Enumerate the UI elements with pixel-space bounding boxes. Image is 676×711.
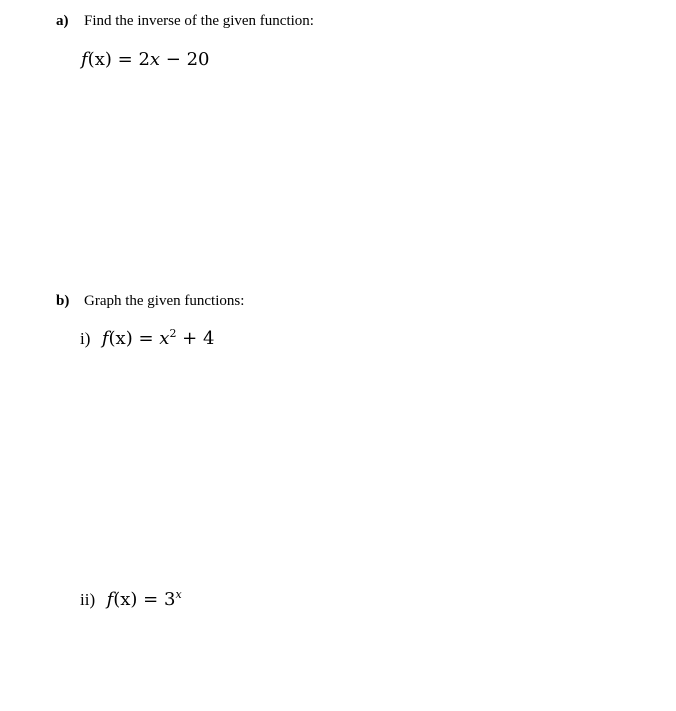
- part-i-label: i): [80, 329, 91, 348]
- part-ii-label: ii): [80, 590, 96, 609]
- question-b-prompt: Graph the given functions:: [84, 293, 245, 309]
- equals-sign: =: [143, 589, 159, 610]
- equals-sign: =: [138, 328, 154, 349]
- exponent: [175, 588, 181, 601]
- function-name: f: [106, 589, 114, 610]
- constant: 20: [186, 49, 210, 70]
- base: 3: [164, 589, 176, 610]
- operator: −: [165, 49, 181, 70]
- question-b-header: [56, 292, 244, 310]
- variable: x: [159, 328, 170, 349]
- function-name: f: [81, 49, 88, 70]
- equals-sign: =: [117, 49, 133, 70]
- exponent: 2: [169, 327, 177, 340]
- function-name: f: [101, 328, 109, 349]
- function-args: (x): [108, 328, 133, 349]
- question-b-part-ii: [80, 589, 182, 610]
- function-args: (x): [113, 589, 138, 610]
- operator: +: [182, 328, 198, 349]
- question-a-header: [56, 12, 314, 30]
- variable: x: [149, 49, 161, 70]
- question-b-label: b): [56, 293, 70, 309]
- function-args: (x): [87, 49, 112, 70]
- question-a-prompt: Find the inverse of the given function:: [84, 13, 314, 29]
- question-b-part-i: [80, 328, 214, 349]
- constant: 4: [203, 328, 215, 349]
- coefficient: 2: [138, 49, 150, 70]
- exponent-variable: x: [175, 588, 182, 601]
- question-a-label: a): [56, 13, 69, 29]
- question-a-function: [81, 49, 210, 70]
